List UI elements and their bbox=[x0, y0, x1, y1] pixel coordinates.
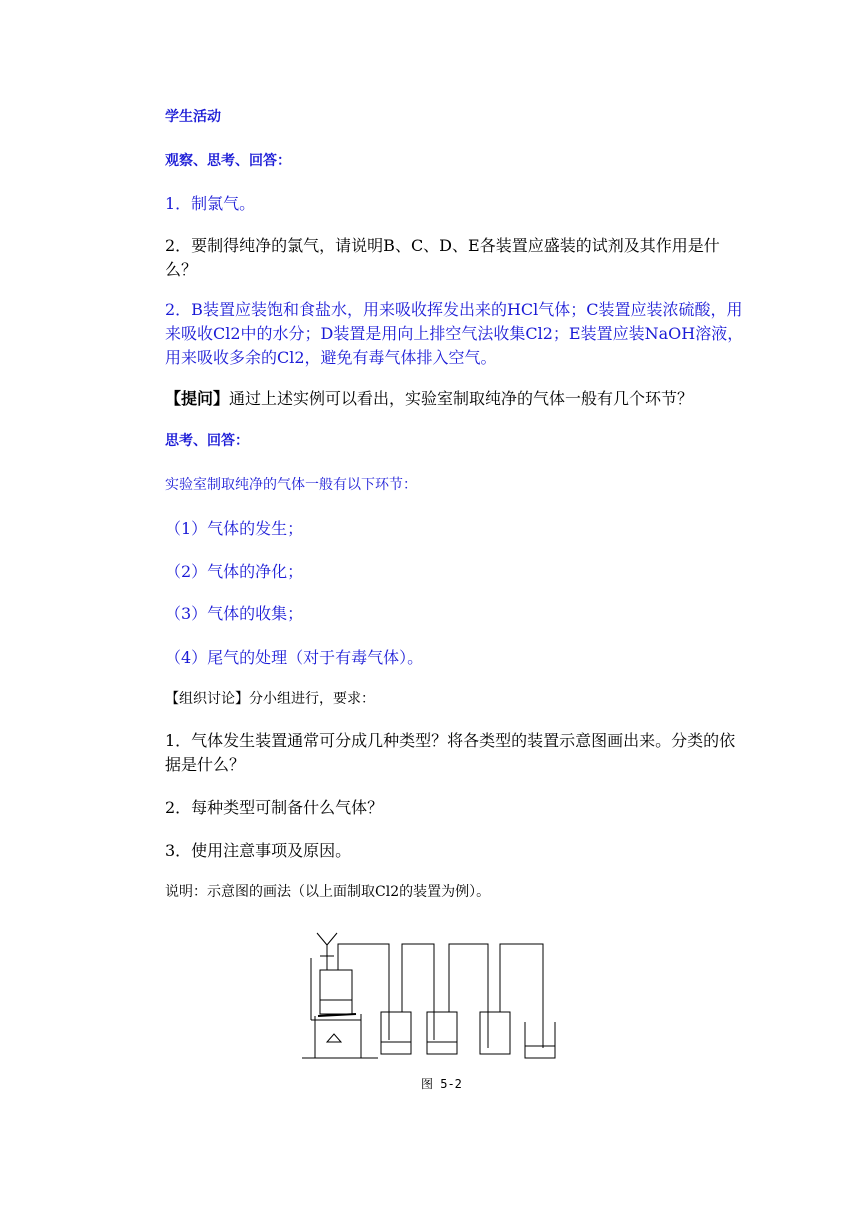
bottle-c bbox=[427, 1012, 457, 1054]
bottle-b bbox=[381, 1012, 411, 1054]
note: 说明：示意图的画法（以上面制取Cl2的装置为例）。 bbox=[165, 884, 491, 900]
requirement-2: 2．每种类型可制备什么气体？ bbox=[165, 798, 384, 817]
student-activity-heading: 学生活动 bbox=[165, 109, 221, 125]
apparatus-diagram bbox=[300, 930, 565, 1065]
item-1: 1．制氯气。 bbox=[165, 194, 256, 213]
step-1: （1）气体的发生； bbox=[165, 519, 304, 538]
think-heading: 思考、回答： bbox=[165, 433, 249, 449]
tube-b-c bbox=[402, 944, 434, 1040]
figure-caption: 图 5-2 bbox=[421, 1077, 462, 1091]
requirement-3: 3．使用注意事项及原因。 bbox=[165, 841, 352, 860]
step-3: （3）气体的收集； bbox=[165, 604, 304, 623]
step-4: （4）尾气的处理（对于有毒气体）。 bbox=[165, 648, 424, 667]
ask-label: 【提问】 bbox=[165, 389, 230, 408]
ask-text: 通过上述实例可以看出，实验室制取纯净的气体一般有几个环节？ bbox=[229, 389, 694, 408]
bottle-d bbox=[480, 1012, 510, 1054]
discussion-text: 分小组进行，要求： bbox=[249, 691, 375, 707]
funnel-right-edge bbox=[327, 933, 337, 945]
generating-flask bbox=[320, 970, 352, 1014]
requirement-1: 1．气体发生装置通常可分成几种类型？将各类型的装置示意图画出来。分类的依据是什么？ bbox=[165, 731, 736, 774]
beaker-e bbox=[525, 1022, 555, 1058]
tube-d-e bbox=[500, 944, 543, 1048]
answer-2: 2．B装置应装饱和食盐水，用来吸收挥发出来的HCl气体；C装置应装浓硫酸，用来吸收Cl2中的水分；D装置是用向上排空气法收集Cl2；E装置应装NaOH溶液，用来吸收多余的Cl2，避免有毒气体排入空气。 bbox=[165, 300, 744, 367]
question-2: 2．要制得纯净的氯气，请说明B、C、D、E各装置应盛装的试剂及其作用是什么？ bbox=[165, 236, 720, 279]
answer-intro: 实验室制取纯净的气体一般有以下环节： bbox=[165, 477, 417, 493]
discussion-line bbox=[165, 688, 375, 708]
burner-triangle bbox=[327, 1034, 341, 1042]
funnel-left-edge bbox=[317, 933, 327, 945]
discussion-label: 【组织讨论】 bbox=[165, 691, 249, 707]
observe-heading: 观察、思考、回答： bbox=[165, 153, 291, 169]
step-2: （2）气体的净化； bbox=[165, 562, 304, 581]
ask-line bbox=[165, 386, 693, 409]
tube-c-d bbox=[449, 944, 488, 1048]
